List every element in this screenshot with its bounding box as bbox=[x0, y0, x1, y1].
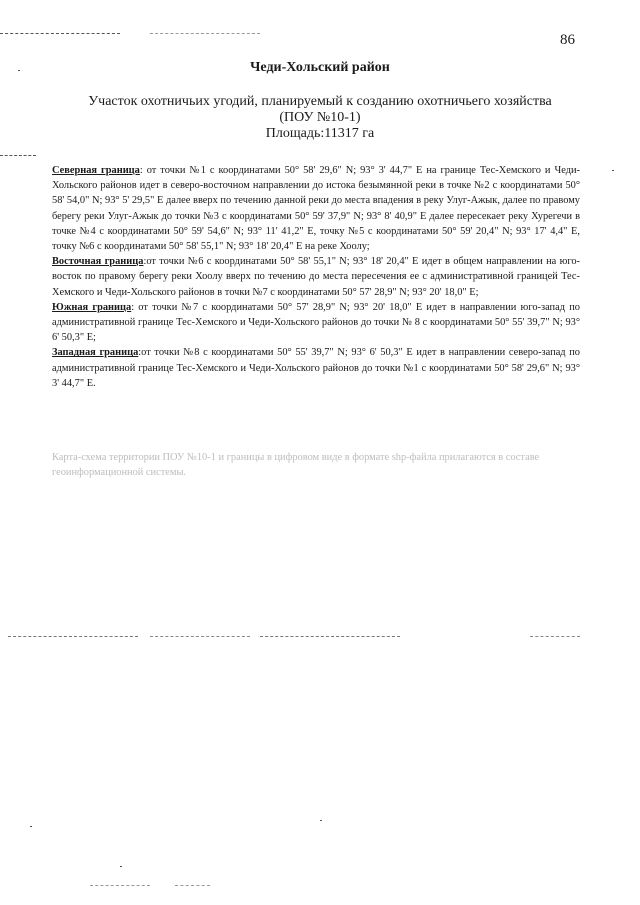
north-boundary-label: Северная граница bbox=[52, 165, 140, 176]
scan-rule-top-mid bbox=[150, 33, 260, 34]
west-boundary-label: Западная граница bbox=[52, 347, 139, 359]
boundary-description bbox=[52, 163, 580, 391]
scan-speck bbox=[612, 170, 614, 171]
scan-rule-lower-1 bbox=[8, 636, 138, 637]
scan-rule-lower-3 bbox=[260, 636, 400, 637]
east-boundary-label: Восточная граница bbox=[52, 256, 144, 268]
scan-speck bbox=[30, 826, 32, 827]
scan-rule-bottom-2 bbox=[175, 885, 210, 886]
scan-rule-lower-2 bbox=[150, 636, 250, 637]
north-boundary bbox=[52, 163, 580, 254]
scan-rule-top-left bbox=[0, 33, 120, 34]
subtitle-plot-code: (ПОУ №10-1) bbox=[279, 110, 361, 125]
scan-rule-left bbox=[0, 155, 36, 156]
subtitle-area: Площадь:11317 га bbox=[265, 126, 375, 141]
east-boundary-text: :от точки №6 с координатами 50° 58' 55,1" N; 93° 18' 20,4" E идет в общем направлении на юго-восток по правому берегу реки Хоолу вверх по течению до места пересечения ее с административной границей Тес-Хемского и Чеди-Хольского районов в точки №7 с координатами 50° 57' 28,9" N; 93° 20' 18,0" E; bbox=[52, 256, 580, 298]
subtitle-line: Участок охотничьих угодий, планируемый к созданию охотничьего хозяйства bbox=[88, 94, 552, 109]
east-boundary bbox=[52, 254, 580, 300]
scan-speck bbox=[120, 866, 122, 867]
south-boundary-label: Южная граница bbox=[52, 301, 132, 313]
scan-rule-bottom-1 bbox=[90, 885, 150, 886]
south-boundary-text: : от точки №7 с координатами 50° 57' 28,9" N; 93° 20' 18,0" E идет в направлении юго-запад по административной границе Тес-Хемского и Чеди-Хольского районов до точки № 8 с координатами 50° 55' 39,7" N; 93° 6' 50,3" E; bbox=[52, 301, 580, 344]
north-boundary-text: : от точки №1 с координатами 50° 58' 29,6" N; 93° 3' 44,7" E на границе Тес-Хемского и Чеди-Хольского районов идет в северо-восточном направлении до истока безымянной реки в точке №2 с координатами 50° 58' 54,0" N; 93° 5' 29,5" E далее вверх по течению данной реки до места впадения в реку Улуг-Ажык, далее по правому берегу реки Улуг-Ажык до точки №3 с координатами 50° 59' 37,9" N; 93° 8' 40,9" E далее пересекает реку Хурегечи в точке №4 с координатами 50° 59' 54,6" N; 93° 11' 41,2" E, точку №5 с координатами 50° 59' 20,4" N; 93° 17' 4,4" E, точку №6 с координатами 50° 58' 55,1" N; 93° 18' 20,4" E на реке Хоолу; bbox=[52, 165, 580, 253]
faded-map-note: Карта-схема территории ПОУ №10-1 и границы в цифровом виде в формате shp-файла прилагаются в составе геоинформационной системы. bbox=[52, 452, 540, 479]
page-number: 86 bbox=[560, 32, 575, 48]
scan-rule-lower-4 bbox=[530, 636, 580, 637]
south-boundary bbox=[52, 300, 580, 346]
scan-speck bbox=[320, 820, 322, 821]
district-title: Чеди-Хольский район bbox=[250, 60, 390, 75]
plot-subtitle bbox=[40, 94, 600, 142]
west-boundary-text: :от точки №8 с координатами 50° 55' 39,7" N; 93° 6' 50,3" E идет в направлении северо-запад по административной границе Тес-Хемского и Чеди-Хольского районов до точки №1 с координатами 50° 58' 29,6" N; 93° 3' 44,7" E. bbox=[52, 347, 581, 389]
west-boundary bbox=[52, 345, 580, 391]
